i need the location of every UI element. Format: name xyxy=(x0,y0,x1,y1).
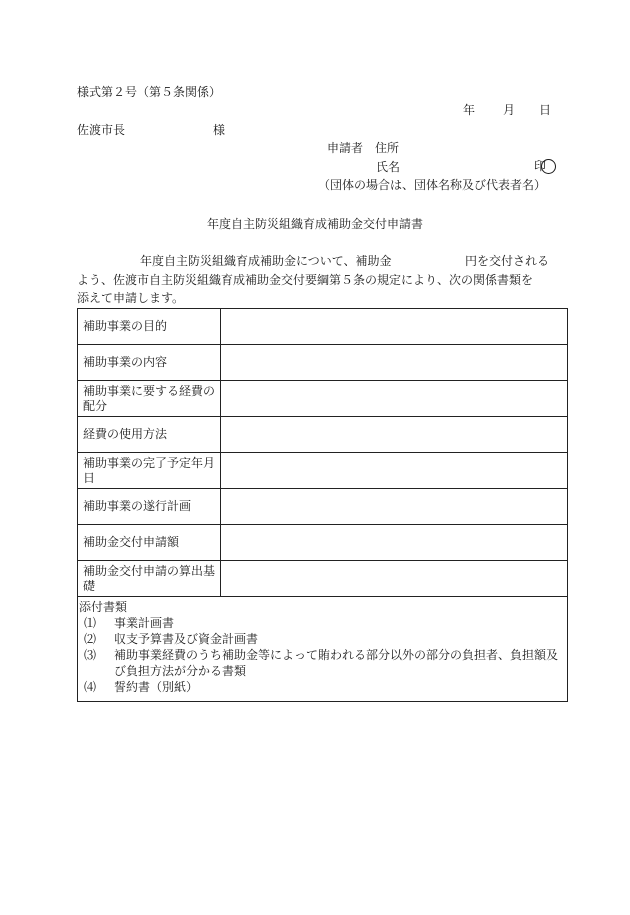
attachment-text: 誓約書（別紙） xyxy=(114,680,199,694)
attachment-number: ⑶ xyxy=(84,648,97,662)
attachment-number: ⑴ xyxy=(84,616,97,630)
applicant-address-row xyxy=(327,140,399,156)
applicant-name-row xyxy=(376,159,556,175)
row-label: 補助金交付申請の算出基礎 xyxy=(78,561,221,597)
table-row xyxy=(78,525,568,561)
attachments-title: 添付書類 xyxy=(79,600,128,614)
honorific-label: 様 xyxy=(213,123,226,137)
application-body xyxy=(77,252,555,308)
attachment-text: 事業計画書 xyxy=(114,616,175,630)
application-table xyxy=(77,308,568,702)
body-line3: 添えて申請します。 xyxy=(77,291,185,305)
attachment-item xyxy=(78,647,567,679)
row-label: 補助事業の遂行計画 xyxy=(78,489,221,525)
mayor-label: 佐渡市長 xyxy=(77,123,126,137)
row-value-field[interactable] xyxy=(221,561,568,597)
row-label: 経費の使用方法 xyxy=(78,417,221,453)
attachment-number: ⑷ xyxy=(84,680,97,694)
seal-circle-icon xyxy=(541,159,556,174)
table-row xyxy=(78,417,568,453)
form-number: 様式第２号（第５条関係） xyxy=(77,85,222,99)
body-line2: よう、佐渡市自主防災組織育成補助金交付要綱第５条の規定により、次の関係書類を xyxy=(77,272,534,287)
row-value-field[interactable] xyxy=(221,525,568,561)
table-row xyxy=(78,489,568,525)
row-value-field[interactable] xyxy=(221,489,568,525)
date-year-label: 年 xyxy=(463,103,476,117)
attachment-item xyxy=(78,631,567,647)
document-title: 年度自主防災組織育成補助金交付申請書 xyxy=(206,217,423,231)
attachment-text: 収支予算書及び資金計画書 xyxy=(114,632,259,646)
row-value-field[interactable] xyxy=(221,309,568,345)
row-label: 補助事業の完了予定年月日 xyxy=(78,453,221,489)
table-row xyxy=(78,453,568,489)
attachment-item xyxy=(78,679,567,695)
row-value-field[interactable] xyxy=(221,453,568,489)
table-row xyxy=(78,561,568,597)
attachments-list xyxy=(78,615,567,695)
row-value-field[interactable] xyxy=(221,417,568,453)
name-label: 氏名 xyxy=(376,160,401,174)
table-row xyxy=(78,381,568,417)
row-label: 補助事業に要する経費の配分 xyxy=(78,381,221,417)
date-month-label: 月 xyxy=(503,103,516,117)
attachment-number: ⑵ xyxy=(84,632,97,646)
date-day-label: 日 xyxy=(539,103,552,117)
row-label: 補助事業の目的 xyxy=(78,309,221,345)
row-value-field[interactable] xyxy=(221,381,568,417)
applicant-label: 申請者 xyxy=(327,141,364,155)
seal-mark xyxy=(534,158,546,174)
table-row xyxy=(78,345,568,381)
table-row xyxy=(78,309,568,345)
group-note: （団体の場合は、団体名称及び代表者名） xyxy=(318,178,547,192)
body-line1-b: 円を交付される xyxy=(465,254,550,268)
row-label: 補助事業の内容 xyxy=(78,345,221,381)
seal-label: 印 xyxy=(534,159,547,173)
row-label: 補助金交付申請額 xyxy=(78,525,221,561)
body-line1-a: 年度自主防災組織育成補助金について、補助金 xyxy=(140,254,392,268)
attachment-item xyxy=(78,615,567,631)
attachment-text: 補助事業経費のうち補助金等によって賄われる部分以外の部分の負担者、負担額及び負担方法が分かる書類 xyxy=(114,648,559,678)
addressee xyxy=(77,122,226,138)
row-value-field[interactable] xyxy=(221,345,568,381)
address-label: 住所 xyxy=(375,141,400,155)
attachments-cell xyxy=(78,597,568,702)
